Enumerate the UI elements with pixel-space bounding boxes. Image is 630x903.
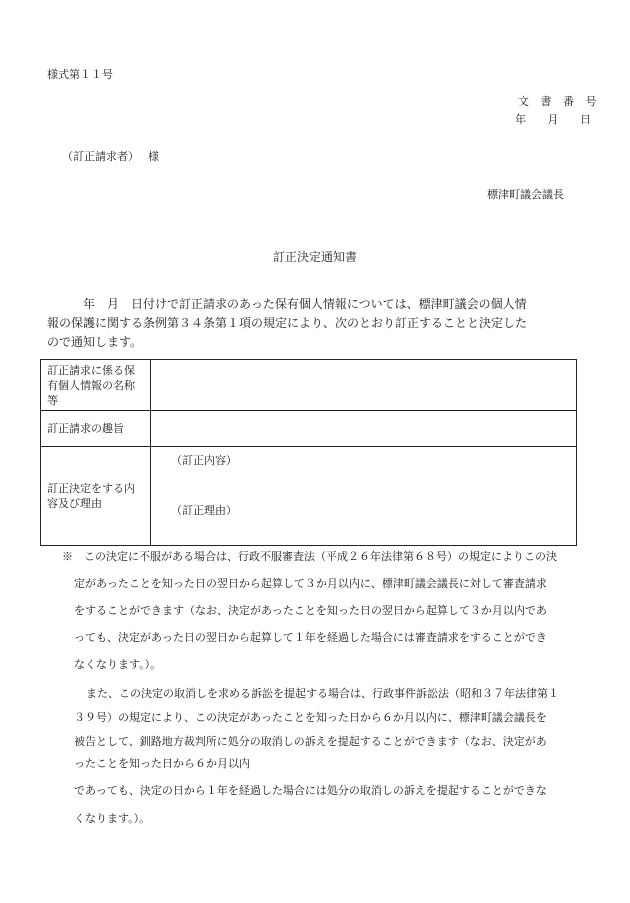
date-year: 年 <box>515 113 526 126</box>
page-title: 訂正決定通知書 <box>272 250 357 264</box>
note-line: 被告として、釧路地方裁判所に処分の取消しの訴えを提起することができます（なお、決定があ <box>74 735 547 748</box>
row-label-request-purpose: 訂正請求の趣旨 <box>41 411 151 447</box>
note-line: くなります。）。 <box>74 812 151 825</box>
decision-table <box>40 359 577 546</box>
intro-line: ので通知します。 <box>47 335 143 349</box>
date-month: 月 <box>547 113 559 126</box>
label-line: 有個人情報の名称 <box>47 378 135 392</box>
note-line: っても、決定があった日の翌日から起算して１年を経過した場合には審査請求をすることができ <box>74 631 547 644</box>
note-line: ※ この決定に不服がある場合は、行政不服審査法（平成２６年法律第６８号）の規定によりこの決 <box>62 550 557 563</box>
note-line: ３９号）の規定により、この決定があったことを知った日から６か月以内に、標津町議会議長を <box>74 711 547 724</box>
note-line: であっても、決定の日から１年を経過した場合には処分の取消しの訴えを提起することができな <box>74 784 547 797</box>
document-number-label: 文 書 番 号 <box>518 95 601 108</box>
row-label-personal-info <box>41 360 151 411</box>
note-line: 定があったことを知った日の翌日から起算して３か月以内に、標津町議会議長に対して審査請求 <box>74 577 547 590</box>
correction-content-label: （訂正内容） <box>171 454 237 467</box>
table-row <box>41 360 577 411</box>
table-row <box>41 447 577 546</box>
row-label-decision <box>41 447 151 546</box>
label-line: 等 <box>47 393 58 407</box>
note-line: また、この決定の取消しを求める訴訟を提起する場合は、行政事件訴訟法（昭和３７年法律第１ <box>86 687 559 700</box>
intro-line: 報の保護に関する条例第３４条第１項の規定により、次のとおり訂正することと決定した <box>47 316 528 330</box>
intro-paragraph <box>47 295 582 352</box>
note-line: なくなります。）。 <box>74 658 162 671</box>
date-line <box>515 111 591 127</box>
date-day: 日 <box>580 113 591 126</box>
correction-reason-label: （訂正理由） <box>171 504 237 517</box>
form-number: 様式第１１号 <box>47 68 113 81</box>
addressee: （訂正請求者） 様 <box>62 150 159 163</box>
intro-line: 年 月 日付けで訂正請求のあった保有個人情報については、標津町議会の個人情 <box>47 297 527 311</box>
note-line: ったことを知った日から６か月以内 <box>74 757 250 770</box>
note-line: をすることができます（なお、決定があったことを知った日の翌日から起算して３か月以内であ <box>74 604 547 617</box>
row-value-personal-info[interactable] <box>151 360 577 411</box>
row-value-request-purpose[interactable] <box>151 411 577 447</box>
label-line: 訂正請求に係る保 <box>47 363 135 377</box>
row-value-decision[interactable] <box>151 447 577 546</box>
sender: 標津町議会議長 <box>487 188 564 201</box>
label-line: 訂正決定をする内 <box>47 482 135 495</box>
label-line: 容及び理由 <box>47 497 102 510</box>
table-row <box>41 411 577 447</box>
